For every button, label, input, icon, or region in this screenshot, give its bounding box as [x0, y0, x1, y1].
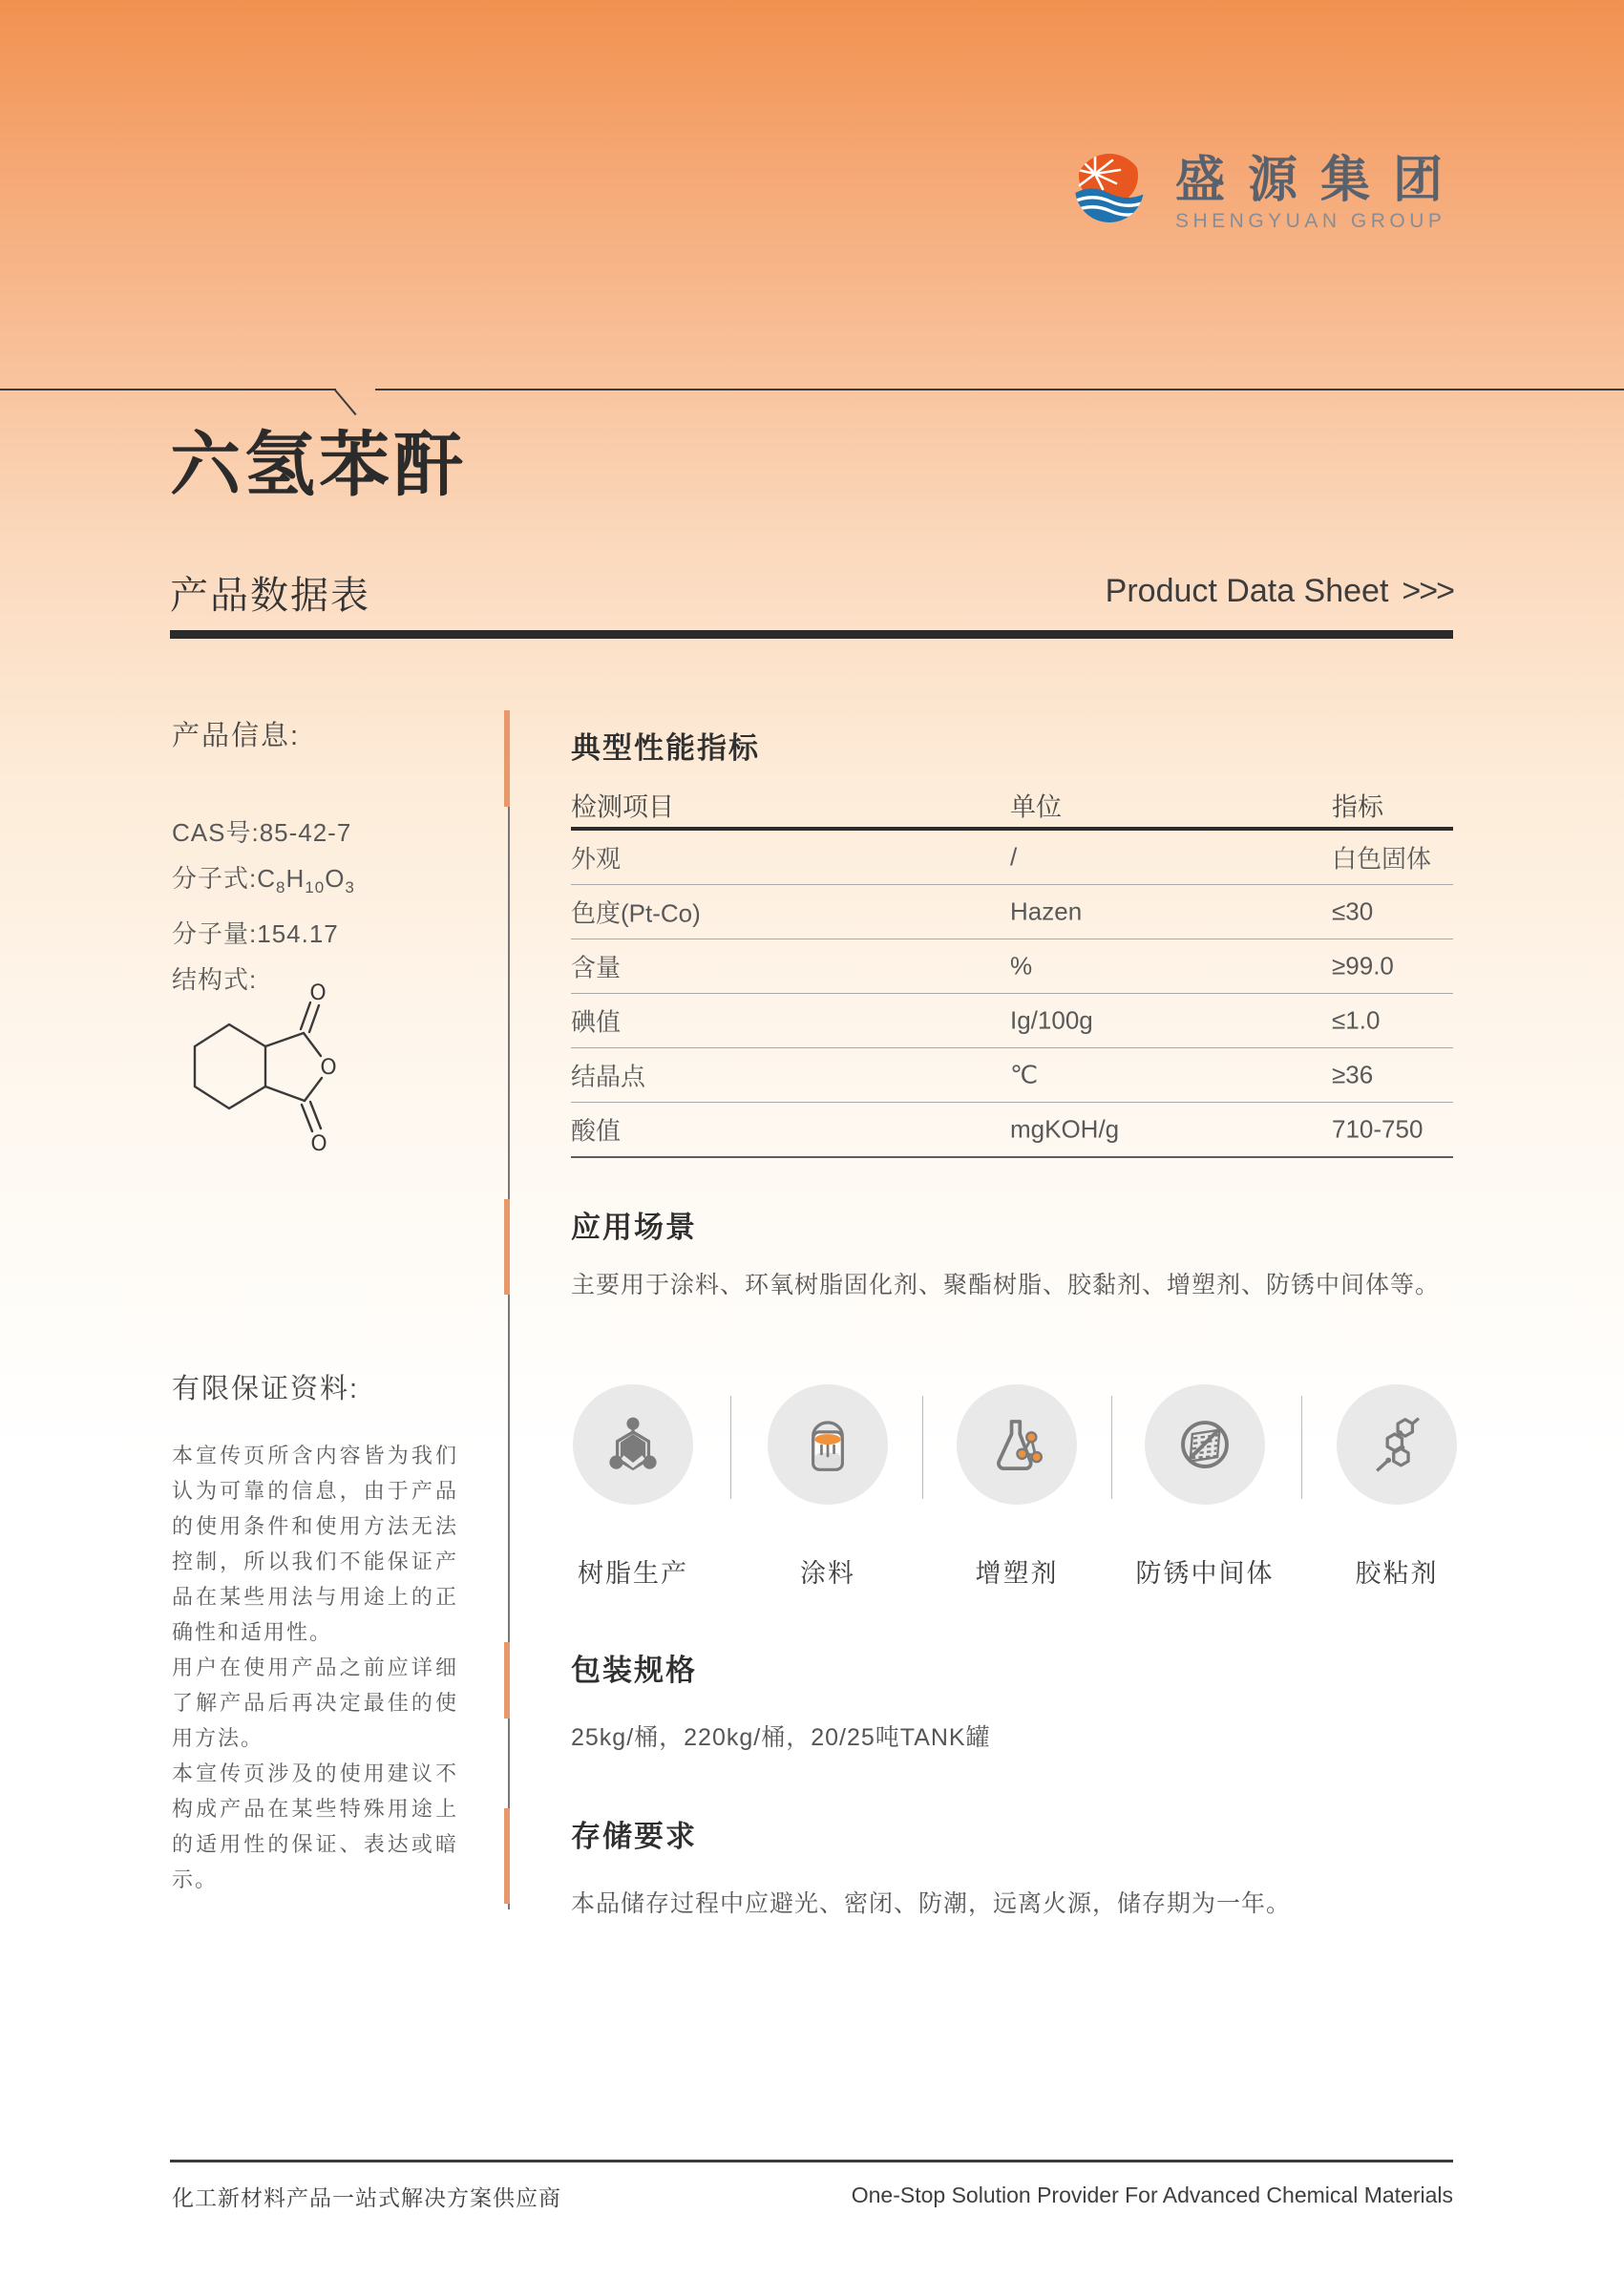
properties-heading: 典型性能指标	[571, 731, 760, 765]
column-header-spec: 指标	[1332, 792, 1383, 822]
section-accent-bar	[504, 1642, 510, 1719]
molecular-weight-line: 分子量:154.17	[172, 919, 339, 949]
cell-unit: %	[1010, 951, 1033, 981]
footer-slogan-zh: 化工新材料产品一站式解决方案供应商	[172, 2185, 561, 2210]
cell-unit: mgKOH/g	[1010, 1114, 1120, 1144]
column-header-unit: 单位	[1010, 792, 1062, 822]
cell-spec: 白色固体	[1332, 844, 1432, 874]
cell-item: 含量	[571, 953, 622, 982]
product-info-heading: 产品信息:	[172, 721, 301, 751]
section-accent-bar	[504, 1199, 510, 1295]
warranty-paragraph: 本宣传页所含内容皆为我们认为可靠的信息，由于产品的使用条件和使用方法无法控制，所以我们不能保证产品在某些用法与用途上的正确性和适用性。	[172, 1444, 458, 1644]
ring-oxygen-atom: O	[320, 1056, 337, 1080]
applications-description: 主要用于涂料、环氧树脂固化剂、聚酯树脂、胶黏剂、增塑剂、防锈中间体等。	[571, 1272, 1441, 1298]
carbonyl-oxygen-atom: O	[309, 981, 327, 1005]
icon-separator-line	[1301, 1396, 1302, 1499]
icon-label: 胶粘剂	[1355, 1559, 1439, 1588]
decorative-rule-right	[375, 389, 1624, 390]
warranty-paragraph: 本宣传页涉及的使用建议不构成产品在某些特殊用途上的适用性的保证、表达或暗示。	[172, 1761, 458, 1891]
cell-unit: Ig/100g	[1010, 1005, 1093, 1035]
product-info-list	[172, 810, 355, 1002]
decorative-rule-left	[0, 389, 336, 390]
cell-unit: /	[1010, 842, 1018, 872]
logo-company-name: 盛源集团	[1175, 153, 1466, 208]
paint-bucket-icon	[768, 1384, 888, 1505]
chevrons-right-icon: >>>	[1402, 573, 1453, 609]
icon-label: 防锈中间体	[1135, 1559, 1275, 1588]
cas-number-line: CAS号:85-42-7	[172, 818, 352, 847]
cell-spec: ≥99.0	[1332, 951, 1394, 981]
section-accent-bar	[504, 710, 510, 807]
column-header-item: 检测项目	[571, 792, 674, 822]
cell-spec: ≤1.0	[1332, 1005, 1381, 1035]
packaging-heading: 包装规格	[571, 1654, 697, 1687]
cell-unit: Hazen	[1010, 896, 1083, 926]
table-header-row	[571, 783, 1453, 827]
table-row	[571, 1103, 1453, 1156]
properties-table	[571, 783, 1453, 1158]
footer-rule	[170, 2160, 1453, 2162]
table-row	[571, 831, 1453, 884]
storage-heading: 存储要求	[571, 1820, 697, 1853]
cell-spec: ≤30	[1332, 896, 1374, 926]
adhesive-molecule-icon	[1337, 1384, 1457, 1505]
table-row	[571, 939, 1453, 993]
table-row	[571, 885, 1453, 939]
resin-production-icon	[573, 1384, 693, 1505]
structure-label-line: 结构式:	[172, 965, 258, 995]
cell-spec: 710-750	[1332, 1114, 1424, 1144]
cell-spec: ≥36	[1332, 1060, 1374, 1089]
icon-separator-line	[922, 1396, 923, 1499]
icon-label: 增塑剂	[975, 1559, 1059, 1588]
cell-item: 色度(Pt-Co)	[571, 898, 701, 928]
sheet-subtitle-zh: 产品数据表	[170, 575, 370, 617]
anti-rust-icon	[1145, 1384, 1265, 1505]
section-accent-bar	[504, 1808, 510, 1904]
storage-description: 本品储存过程中应避光、密闭、防潮，远离火源，储存期为一年。	[571, 1890, 1292, 1917]
table-row	[571, 994, 1453, 1047]
chemical-structure-diagram	[164, 979, 365, 1160]
warranty-text	[172, 1438, 458, 1897]
sun-wave-globe-icon	[1074, 153, 1145, 223]
cell-item: 外观	[571, 844, 622, 874]
sheet-subtitle-en-text: Product Data Sheet	[1105, 573, 1389, 609]
sheet-subtitle-en	[1106, 573, 1453, 610]
warranty-heading: 有限保证资料:	[172, 1374, 360, 1404]
cell-item: 酸值	[571, 1116, 622, 1146]
warranty-paragraph: 用户在使用产品之前应详细了解产品后再决定最佳的使用方法。	[172, 1656, 458, 1750]
footer-slogan-en: One-Stop Solution Provider For Advanced Chemical Materials	[851, 2183, 1453, 2207]
icon-separator-line	[730, 1396, 731, 1499]
column-divider-line	[508, 710, 510, 1909]
cell-unit: ℃	[1010, 1060, 1039, 1089]
cell-item: 结晶点	[571, 1062, 646, 1091]
icon-label: 涂料	[800, 1559, 855, 1588]
company-logo	[1074, 153, 1466, 233]
page-title: 六氢苯酐	[170, 425, 468, 504]
molecular-formula-line: 分子式$:C_8H_{10}O_3$	[172, 864, 355, 897]
logo-company-name-en: SHENGYUAN GROUP	[1175, 210, 1446, 232]
table-bottom-rule	[571, 1156, 1453, 1158]
carbonyl-oxygen-atom: O	[310, 1132, 327, 1156]
title-underline-rule	[170, 630, 1453, 639]
applications-heading: 应用场景	[571, 1211, 697, 1244]
packaging-description: 25kg/桶，220kg/桶，20/25吨TANK罐	[571, 1724, 991, 1751]
icon-separator-line	[1111, 1396, 1112, 1499]
cell-item: 碘值	[571, 1007, 622, 1037]
plasticizer-flask-icon	[957, 1384, 1077, 1505]
table-row	[571, 1048, 1453, 1102]
icon-label: 树脂生产	[578, 1559, 688, 1588]
